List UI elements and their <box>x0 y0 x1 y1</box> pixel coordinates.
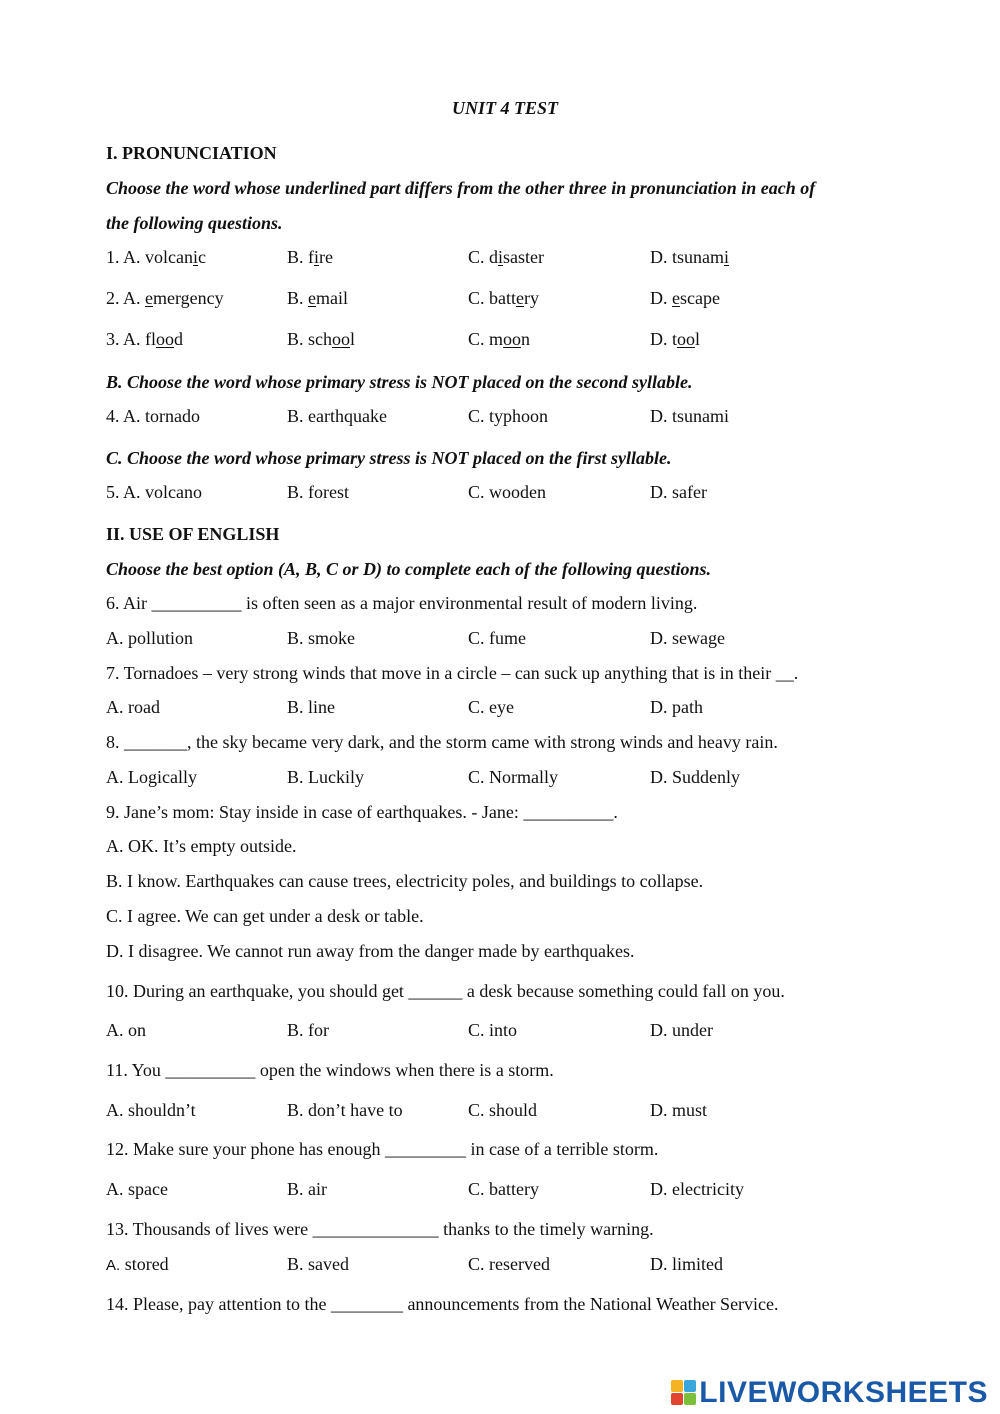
q2-option-d: D. escape <box>650 288 720 308</box>
question-7-options <box>106 695 906 719</box>
liveworksheets-logo-icon <box>671 1380 697 1406</box>
page-title: UNIT 4 TEST <box>451 98 558 118</box>
question-11-options <box>106 1098 906 1122</box>
q2-option-a: 2. A. emergency <box>106 288 224 308</box>
question-13-options <box>106 1252 906 1276</box>
q9-option-a: A. OK. It’s empty outside. <box>106 836 297 856</box>
section-1-heading: I. PRONUNCIATION <box>106 143 277 163</box>
q13-option-b: B. saved <box>287 1254 349 1274</box>
question-8-options <box>106 765 906 789</box>
question-12-options <box>106 1177 906 1201</box>
q13-option-d: D. limited <box>650 1254 723 1274</box>
q3-option-d: D. tool <box>650 329 701 349</box>
q6-option-c: C. fume <box>468 628 526 648</box>
q8-option-c: C. Normally <box>468 767 558 787</box>
q5-option-a: 5. A. volcano <box>106 482 202 502</box>
question-11: 11. You __________ open the windows when there is a storm. <box>106 1060 554 1080</box>
q2-option-c: C. battery <box>468 288 539 308</box>
question-10: 10. During an earthquake, you should get ______ a desk because something could fall on you. <box>106 981 785 1001</box>
q10-option-c: C. into <box>468 1020 518 1040</box>
q13-option-c: C. reserved <box>468 1254 550 1274</box>
q12-option-b: B. air <box>287 1179 327 1199</box>
q11-option-c: C. should <box>468 1100 538 1120</box>
q11-option-a: A. shouldn’t <box>106 1100 196 1120</box>
q6-option-a: A. pollution <box>106 628 194 648</box>
q10-option-b: B. for <box>287 1020 329 1040</box>
q6-option-b: B. smoke <box>287 628 356 648</box>
q5-option-d: D. safer <box>650 482 707 502</box>
q4-option-b: B. earthquake <box>287 406 387 426</box>
q4-option-a: 4. A. tornado <box>106 406 200 426</box>
q3-option-a: 3. A. flood <box>106 329 184 349</box>
question-9: 9. Jane’s mom: Stay inside in case of earthquakes. - Jane: __________. <box>106 802 618 822</box>
q1-option-c: C. disaster <box>468 247 545 267</box>
question-6: 6. Air __________ is often seen as a major environmental result of modern living. <box>106 593 698 613</box>
question-8: 8. _______, the sky became very dark, and the storm came with strong winds and heavy rain. <box>106 732 778 752</box>
q8-option-d: D. Suddenly <box>650 767 740 787</box>
liveworksheets-logo <box>671 1376 988 1410</box>
question-6-options <box>106 626 906 650</box>
q5-option-b: B. forest <box>287 482 349 502</box>
q1-option-d: D. tsunami <box>650 247 730 267</box>
question-14: 14. Please, pay attention to the ________ announcements from the National Weather Service. <box>106 1294 779 1314</box>
q7-option-c: C. eye <box>468 697 514 717</box>
q3-option-b: B. school <box>287 329 356 349</box>
q3-option-c: C. moon <box>468 329 531 349</box>
q9-option-b: B. I know. Earthquakes can cause trees, electricity poles, and buildings to collapse. <box>106 871 704 891</box>
q1-option-a: 1. A. volcanic <box>106 247 207 267</box>
q8-option-b: B. Luckily <box>287 767 364 787</box>
q5-option-c: C. wooden <box>468 482 546 502</box>
section-2-heading: II. USE OF ENGLISH <box>106 524 280 544</box>
q10-option-a: A. on <box>106 1020 146 1040</box>
q6-option-d: D. sewage <box>650 628 725 648</box>
question-1 <box>106 245 906 269</box>
q11-option-d: D. must <box>650 1100 708 1120</box>
q9-option-c: C. I agree. We can get under a desk or table. <box>106 906 424 926</box>
question-2 <box>106 286 906 310</box>
question-10-options <box>106 1018 906 1042</box>
q7-option-b: B. line <box>287 697 335 717</box>
q8-option-a: A. Logically <box>106 767 197 787</box>
instruction-2: Choose the best option (A, B, C or D) to complete each of the following questions. <box>106 559 712 579</box>
instruction-c: C. Choose the word whose primary stress is NOT placed on the first syllable. <box>106 448 672 468</box>
q11-option-b: B. don’t have to <box>287 1100 403 1120</box>
q7-option-a: A. road <box>106 697 160 717</box>
instruction-1-line-1: Choose the word whose underlined part differs from the other three in pronunciation in each of <box>106 178 816 198</box>
q13-option-a: A. stored <box>106 1254 169 1274</box>
instruction-b: B. Choose the word whose primary stress is NOT placed on the second syllable. <box>106 372 693 392</box>
liveworksheets-logo-text: LIVEWORKSHEETS <box>699 1376 988 1409</box>
q7-option-d: D. path <box>650 697 703 717</box>
instruction-1-line-2: the following questions. <box>106 213 283 233</box>
q12-option-c: C. battery <box>468 1179 539 1199</box>
q2-option-b: B. email <box>287 288 349 308</box>
q12-option-d: D. electricity <box>650 1179 744 1199</box>
q1-option-b: B. fire <box>287 247 333 267</box>
q4-option-d: D. tsunami <box>650 406 729 426</box>
question-13: 13. Thousands of lives were ______________ thanks to the timely warning. <box>106 1219 654 1239</box>
q9-option-d: D. I disagree. We cannot run away from the danger made by earthquakes. <box>106 941 635 961</box>
q10-option-d: D. under <box>650 1020 713 1040</box>
q12-option-a: A. space <box>106 1179 168 1199</box>
question-4 <box>106 404 906 428</box>
q4-option-c: C. typhoon <box>468 406 549 426</box>
question-7: 7. Tornadoes – very strong winds that move in a circle – can suck up anything that is in their __. <box>106 663 799 683</box>
question-12: 12. Make sure your phone has enough _________ in case of a terrible storm. <box>106 1139 659 1159</box>
question-5 <box>106 480 906 504</box>
question-3 <box>106 327 906 351</box>
